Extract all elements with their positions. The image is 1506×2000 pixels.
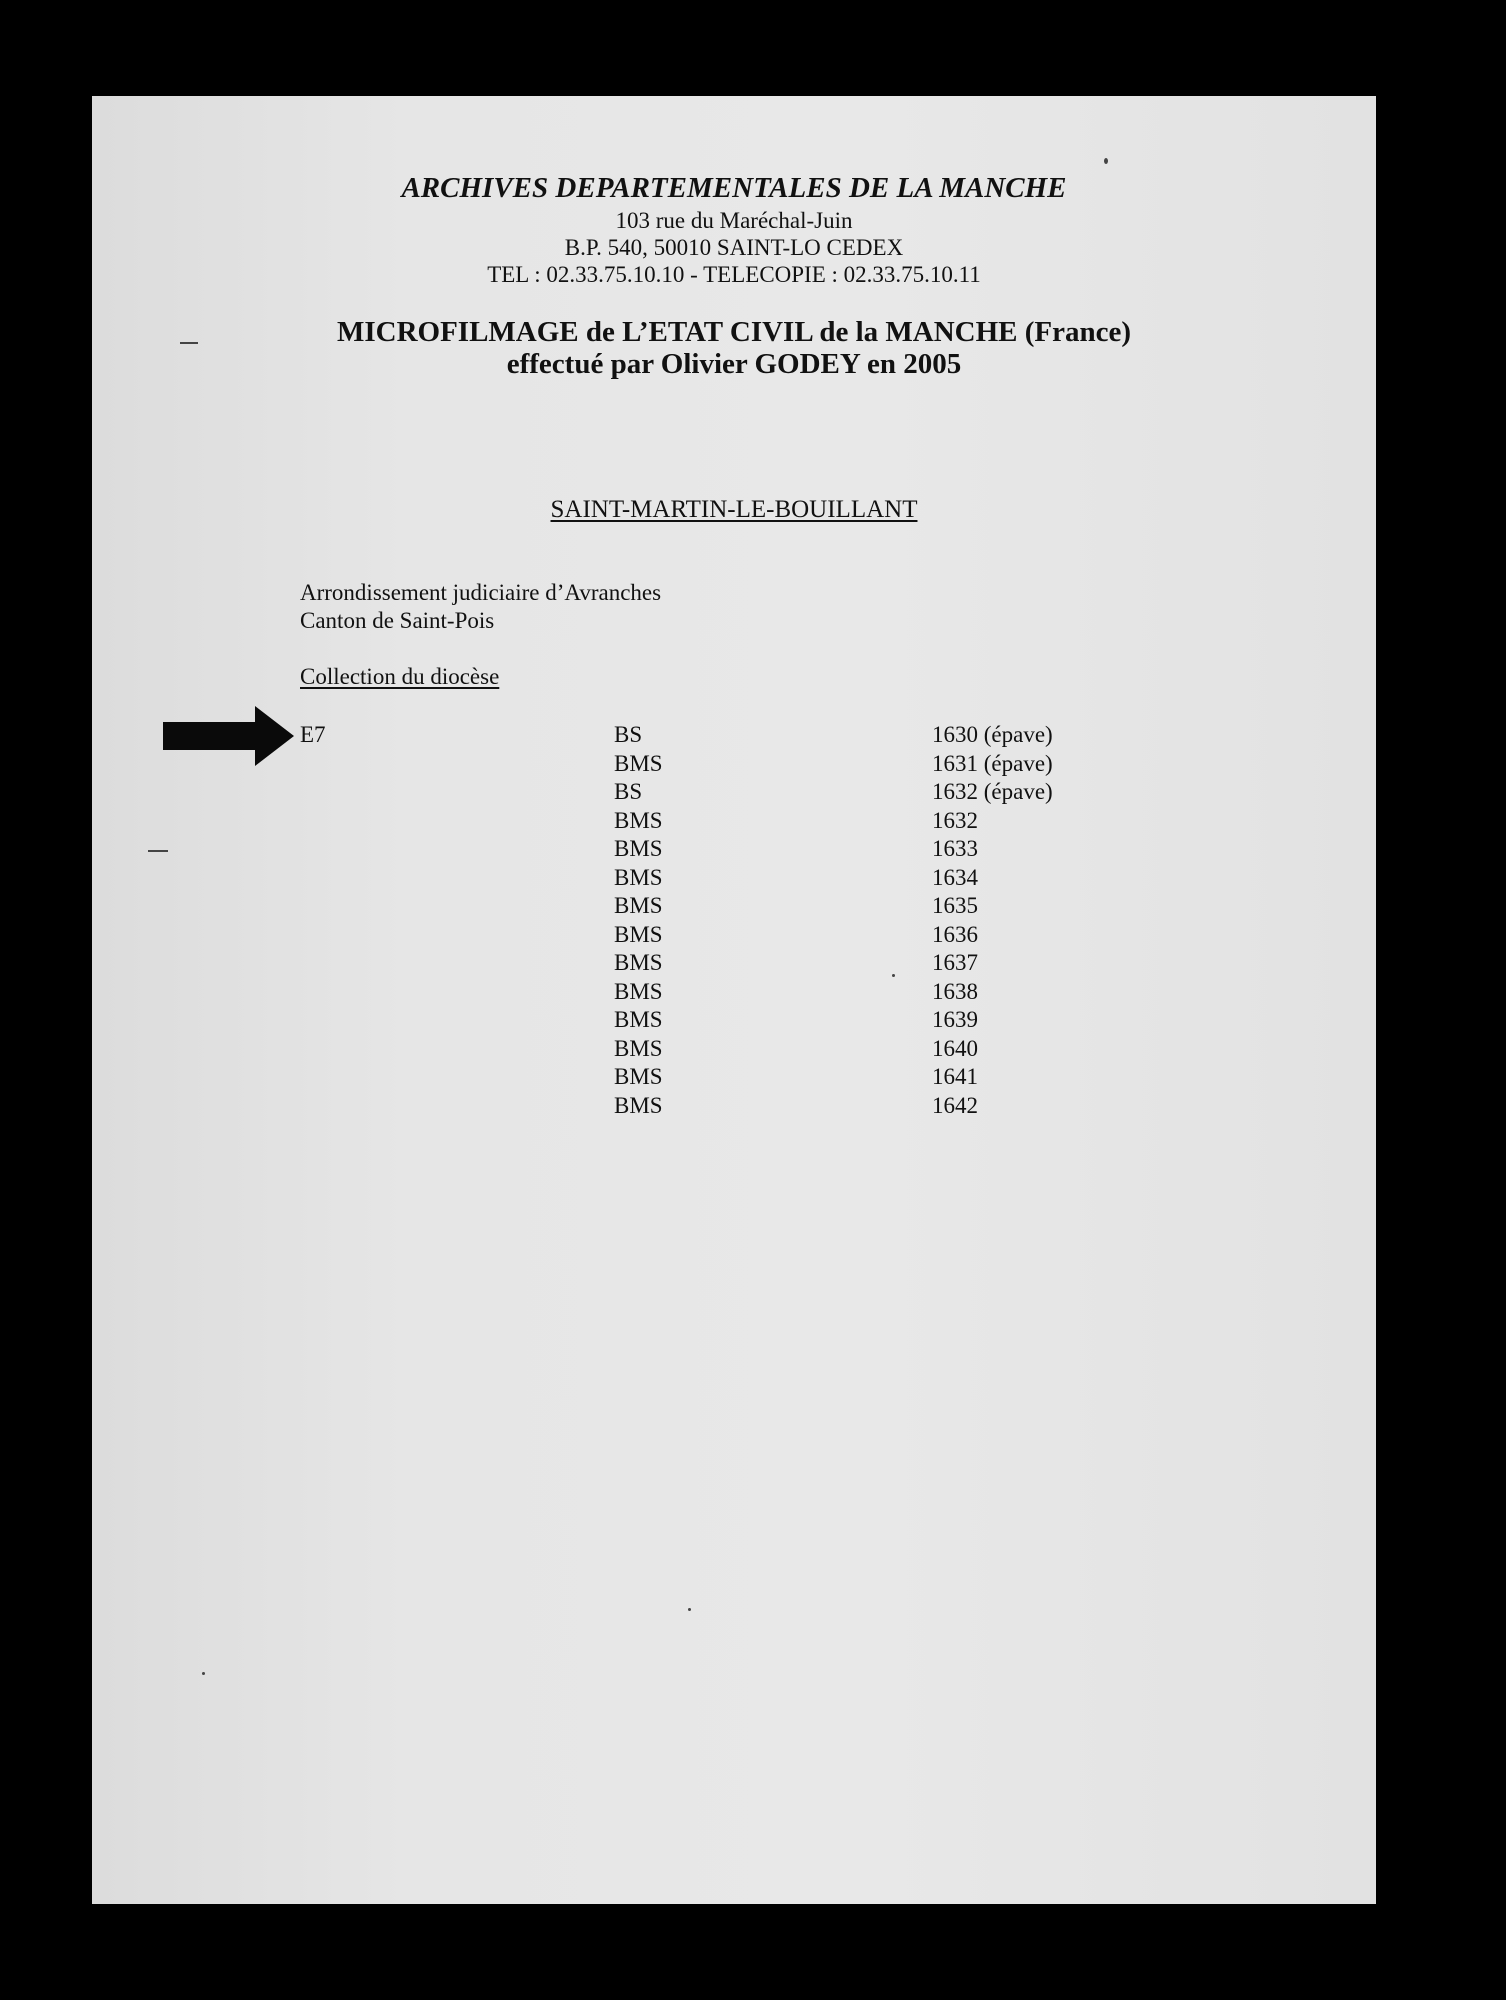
record-row [614,779,1114,808]
record-row [614,893,1114,922]
record-type: BMS [614,1035,663,1061]
collection-heading: Collection du diocèse [300,664,500,689]
record-type: BMS [614,750,663,776]
record-year: 1631 (épave) [932,750,1053,776]
record-type: BMS [614,807,663,833]
commune-name: SAINT-MARTIN-LE-BOUILLANT [550,496,918,523]
document-title: MICROFILMAGE de L’ETAT CIVIL de la MANCHE (France) [336,316,1132,348]
record-type: BMS [614,1007,663,1032]
record-row [614,1007,1114,1036]
record-type: BMS [614,1092,663,1118]
record-row [614,751,1114,780]
scan-speck [180,342,198,344]
record-year: 1640 [932,1035,978,1061]
record-year: 1633 [932,836,978,861]
record-row [614,865,1114,894]
record-year: 1637 [932,950,978,975]
record-row [614,1093,1114,1122]
address-street: 103 rue du Maréchal-Juin [615,208,853,233]
record-type: BMS [614,950,663,975]
record-year: 1641 [932,1064,978,1089]
record-year: 1635 [932,893,978,918]
institution-name: ARCHIVES DEPARTEMENTALES DE LA MANCHE [401,172,1067,204]
cote-label: E7 [300,722,326,747]
record-year: 1638 [932,978,978,1004]
record-year: 1632 (épave) [932,779,1053,804]
record-row [614,1064,1114,1093]
address-postal: B.P. 540, 50010 SAINT-LO CEDEX [564,235,904,260]
record-year: 1639 [932,1007,978,1032]
record-row [614,1036,1114,1065]
records-list [614,722,1114,1121]
document-page [92,96,1376,1904]
record-type: BMS [614,893,663,918]
record-year: 1630 (épave) [932,722,1053,747]
record-row [614,979,1114,1008]
record-row [614,922,1114,951]
address-phone-fax: TEL : 02.33.75.10.10 - TELECOPIE : 02.33.75.10.11 [487,262,981,287]
arrondissement-line: Arrondissement judiciaire d’Avranches [300,580,662,605]
record-year: 1632 [932,807,978,833]
scan-speck [202,1672,205,1675]
record-year: 1642 [932,1092,978,1118]
record-type: BMS [614,836,663,861]
scan-speck [688,1608,691,1611]
record-type: BS [614,779,643,804]
record-row [614,808,1114,837]
canton-line: Canton de Saint-Pois [300,608,495,633]
record-type: BMS [614,978,663,1004]
record-year: 1634 [932,864,978,890]
record-type: BMS [614,864,663,890]
record-type: BS [614,722,643,747]
scan-speck [1104,158,1108,164]
record-row [614,836,1114,865]
record-year: 1636 [932,921,978,947]
record-type: BMS [614,921,663,947]
scan-speck [892,974,895,977]
record-row [614,950,1114,979]
record-type: BMS [614,1064,663,1089]
record-row [614,722,1114,751]
arrow-right-icon [163,706,294,766]
commune-heading [92,496,1376,524]
document-subtitle: effectué par Olivier GODEY en 2005 [506,348,962,380]
scan-speck [148,850,168,852]
